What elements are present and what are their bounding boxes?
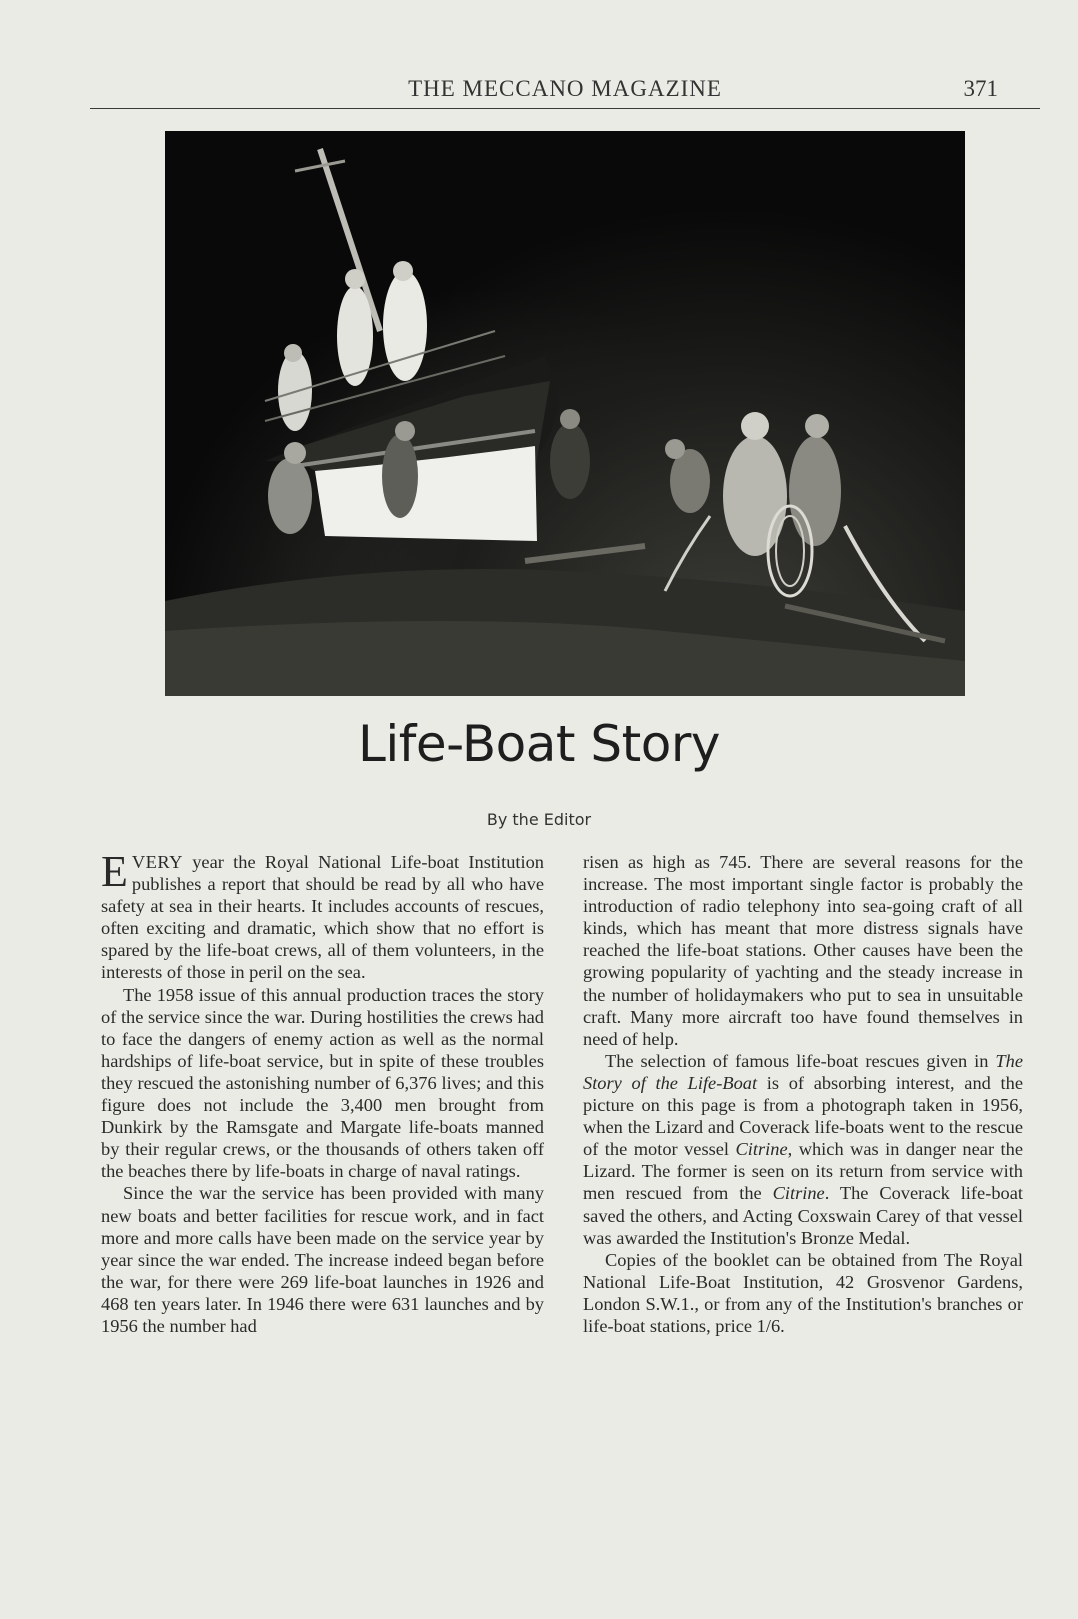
magazine-title: THE MECCANO MAGAZINE <box>408 76 722 101</box>
drop-cap: E <box>101 847 128 896</box>
page-number: 371 <box>963 76 998 101</box>
lifeboat-photo-icon <box>165 131 965 696</box>
paragraph-text: is of absorbing interest, and the picture on this page is from a photograph taken in 1956, when the Lizard and Coverack life-boats went to the rescue of the motor vessel <box>583 1072 1024 1160</box>
paragraph: Since the war the service has been provided with many new boats and better facilities for rescue work, and in fact more and more calls have been made on the service year by year since the war ended. The increase indeed began before the war, for there were 269 life-boat launches in 1926 and 468 ten years later. In 1946 there were 631 launches and by 1956 the number had <box>101 1183 544 1336</box>
ship-name: Citrine <box>772 1183 825 1204</box>
article-column-left <box>101 847 544 1337</box>
book-title: The Story of the Life-Boat <box>583 1050 1023 1093</box>
paragraph <box>101 847 544 984</box>
lifeboat-photo <box>165 131 965 696</box>
paragraph: risen as high as 745. There are several reasons for the increase. The most important single factor is probably the introduction of radio telephony into sea-going craft of all kinds, which has meant that more distress signals have reached the life-boat stations. Other causes have been the growing popularity of yachting and the steady increase in the number of holidaymakers who put to sea in unsuitable craft. Many more aircraft too have found themselves in need of help. <box>583 852 1023 1049</box>
running-head <box>90 76 1040 109</box>
byline: By the Editor <box>486 810 592 829</box>
paragraph-text: , which was in danger near the Lizard. The former is seen on its return from service with men rescued from the <box>583 1139 1023 1204</box>
ship-name: Citrine <box>735 1139 788 1160</box>
article-column-right <box>583 851 1023 1337</box>
paragraph-text: The selection of famous life-boat rescues given in <box>605 1050 996 1071</box>
paragraph: The 1958 issue of this annual production traces the story of the service since the war. During hostilities the crews had to face the dangers of enemy action as well as the normal hardships of life-boat service, but in spite of these troubles they rescued the astonishing number of 6,376 lives; and this figure does not include the 3,400 men brought from Dunkirk by the Ramsgate and Margate life-boats manned by their regular crews, or the thousands of others taken off the beaches there by life-boats in charge of naval ratings. <box>101 984 544 1182</box>
paragraph: Copies of the booklet can be obtained from The Royal National Life-Boat Institution, 42 Grosvenor Gardens, London S.W.1., or from any of the Institution's branches or life-boat stations, price 1/6. <box>583 1249 1023 1336</box>
lead-caps: VERY <box>131 852 183 872</box>
article-title: Life-Boat Story <box>358 715 720 773</box>
paragraph-text: year the Royal National Life-boat Institution publishes a report that should be read by all who have safety at sea in their hearts. It includes accounts of rescues, often exciting and dramatic, which show that no effort is spared by the life-boat crews, all of them volunteers, in the interests of those in peril on the sea. <box>101 852 544 983</box>
paragraph-text: . The Coverack life-boat saved the others, and Acting Coxswain Carey of that vessel was awarded the Institution's Bronze Medal. <box>583 1183 1023 1248</box>
paragraph <box>583 1050 1023 1249</box>
